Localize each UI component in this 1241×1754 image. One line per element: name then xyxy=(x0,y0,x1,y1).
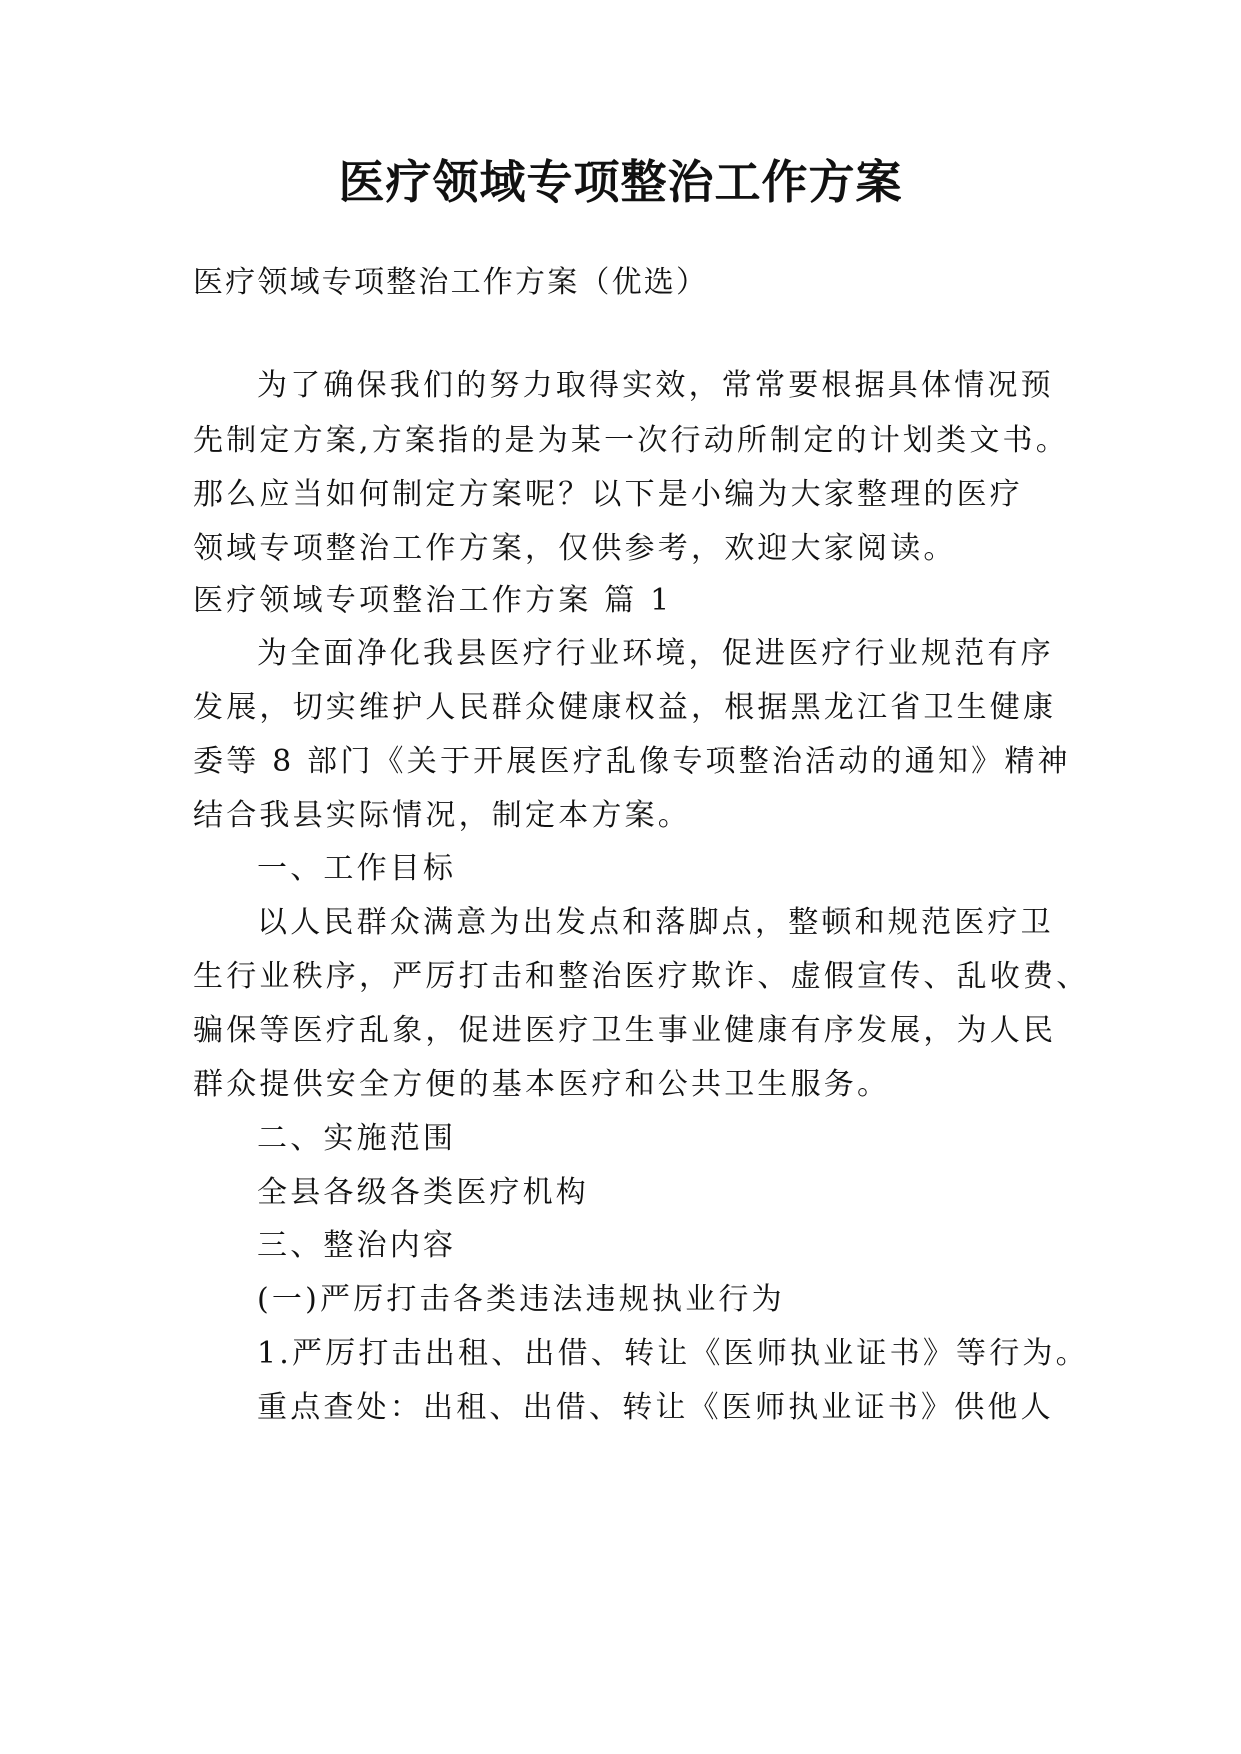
paragraph-line: 以人民群众满意为出发点和落脚点，整顿和规范医疗卫 xyxy=(257,905,1054,940)
paragraph-line: 生行业秩序，严厉打击和整治医疗欺诈、虚假宣传、乱收费、 xyxy=(193,959,1090,994)
document-subtitle: 医疗领域专项整治工作方案（优选） xyxy=(193,265,709,300)
paragraph-line: 全县各级各类医疗机构 xyxy=(257,1175,589,1210)
paragraph-line: 为了确保我们的努力取得实效，常常要根据具体情况预 xyxy=(257,368,1054,403)
section-heading: 三、整治内容 xyxy=(257,1228,457,1263)
paragraph-line: 委等 8 部门《关于开展医疗乱像专项整治活动的通知》精神 xyxy=(193,744,1071,779)
list-item: 1.严厉打击出租、出借、转让《医师执业证书》等行为。 xyxy=(257,1336,1089,1371)
section-heading: 医疗领域专项整治工作方案 篇 1 xyxy=(193,583,673,618)
section-heading: 二、实施范围 xyxy=(257,1121,457,1156)
paragraph-line: 群众提供安全方便的基本医疗和公共卫生服务。 xyxy=(193,1067,891,1102)
subsection-heading: (一)严厉打击各类违法违规执业行为 xyxy=(257,1282,785,1317)
section-heading: 一、工作目标 xyxy=(257,851,457,886)
paragraph-line: 重点查处：出租、出借、转让《医师执业证书》供他人 xyxy=(257,1390,1054,1425)
paragraph-line: 领域专项整治工作方案，仅供参考，欢迎大家阅读。 xyxy=(193,531,957,566)
paragraph-line: 那么应当如何制定方案呢？以下是小编为大家整理的医疗 xyxy=(193,477,1023,512)
paragraph-line: 骗保等医疗乱象，促进医疗卫生事业健康有序发展，为人民 xyxy=(193,1013,1057,1048)
paragraph-line: 发展，切实维护人民群众健康权益，根据黑龙江省卫生健康 xyxy=(193,690,1057,725)
paragraph-line: 为全面净化我县医疗行业环境，促进医疗行业规范有序 xyxy=(257,636,1054,671)
paragraph-line: 结合我县实际情况，制定本方案。 xyxy=(193,798,691,833)
paragraph-line: 先制定方案,方案指的是为某一次行动所制定的计划类文书。 xyxy=(193,423,1069,458)
document-title: 医疗领域专项整治工作方案 xyxy=(338,155,903,209)
